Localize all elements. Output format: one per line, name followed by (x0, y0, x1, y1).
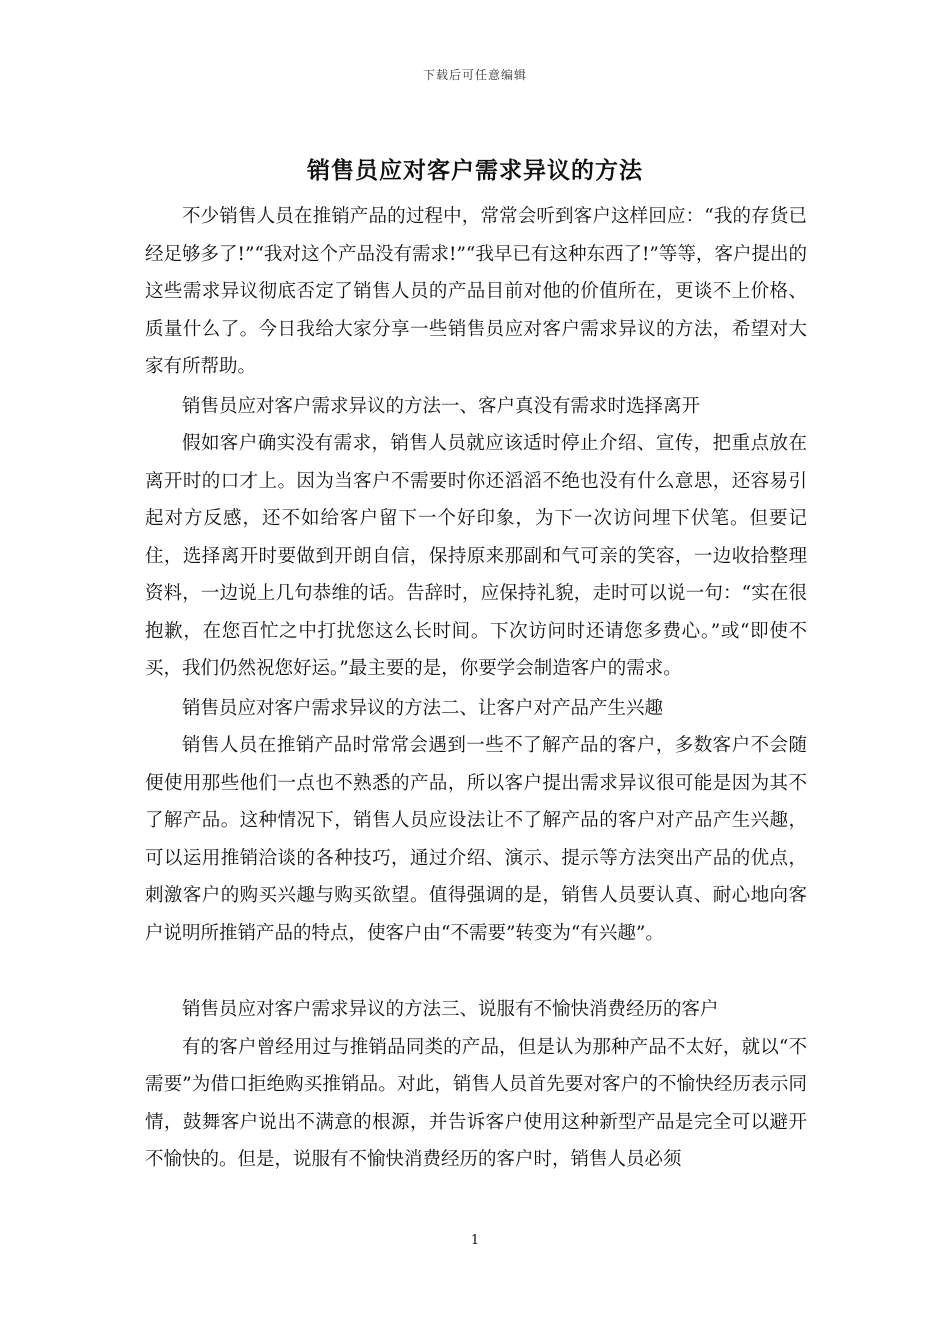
section-body-1: 假如客户确实没有需求，销售人员就应该适时停止介绍、宣传，把重点放在离开时的口才上。因为当客户不需要时你还滔滔不绝也没有什么意思，还容易引起对方反感，还不如给客户留下一个好印象，为下一次访问埋下伏笔。但要记住，选择离开时要做到开朗自信，保持原来那副和气可亲的笑容，一边收拾整理资料，一边说上几句恭维的话。告辞时，应保持礼貌，走时可以说一句：“实在很抱歉，在您百忙之中打扰您这么长时间。下次访问时还请您多费心。”或“即使不买，我们仍然祝您好运。”最主要的是，你要学会制造客户的需求。 (145, 433, 807, 679)
header-note: 下载后可任意编辑 (422, 68, 527, 82)
document-body (145, 198, 807, 1179)
document-title: 销售员应对客户需求异议的方法 (307, 157, 643, 184)
intro-paragraph: 不少销售人员在推销产品的过程中，常常会听到客户这样回应：“我的存货已经足够多了!”“我对这个产品没有需求!”“我早已有这种东西了!”等等，客户提出的这些需求异议彻底否定了销售人员的产品目前对他的价值所在，更谈不上价格、质量什么了。今日我给大家分享一些销售员应对客户需求异议的方法，希望对大家有所帮助。 (145, 206, 807, 377)
section-body-3: 有的客户曾经用过与推销品同类的产品，但是认为那种产品不太好，就以“不需要”为借口拒绝购买推销品。对此，销售人员首先要对客户的不愉快经历表示同情，鼓舞客户说出不满意的根源，并告诉客户使用这种新型产品是完全可以避开不愉快的。但是，说服有不愉快消费经历的客户时，销售人员必须 (145, 1036, 807, 1170)
section-heading-1: 销售员应对客户需求异议的方法一、客户真没有需求时选择离开 (182, 395, 701, 417)
section-heading-3: 销售员应对客户需求异议的方法三、说服有不愉快消费经历的客户 (182, 999, 719, 1020)
section-heading-2: 销售员应对客户需求异议的方法二、让客户对产品产生兴趣 (182, 697, 664, 719)
blank-line (145, 952, 807, 989)
section-body-2: 销售人员在推销产品时常常会遇到一些不了解产品的客户，多数客户不会随便使用那些他们一点也不熟悉的产品，所以客户提出需求异议很可能是因为其不了解产品。这种情况下，销售人员应设法让不了解产品的客户对产品产生兴趣，可以运用推销洽谈的各种技巧，通过介绍、演示、提示等方法突出产品的优点，刺激客户的购买兴趣与购买欲望。值得强调的是，销售人员要认真、耐心地向客户说明所推销产品的特点，使客户由“不需要”转变为“有兴趣”。 (145, 735, 807, 944)
page-number: 1 (470, 1233, 480, 1248)
